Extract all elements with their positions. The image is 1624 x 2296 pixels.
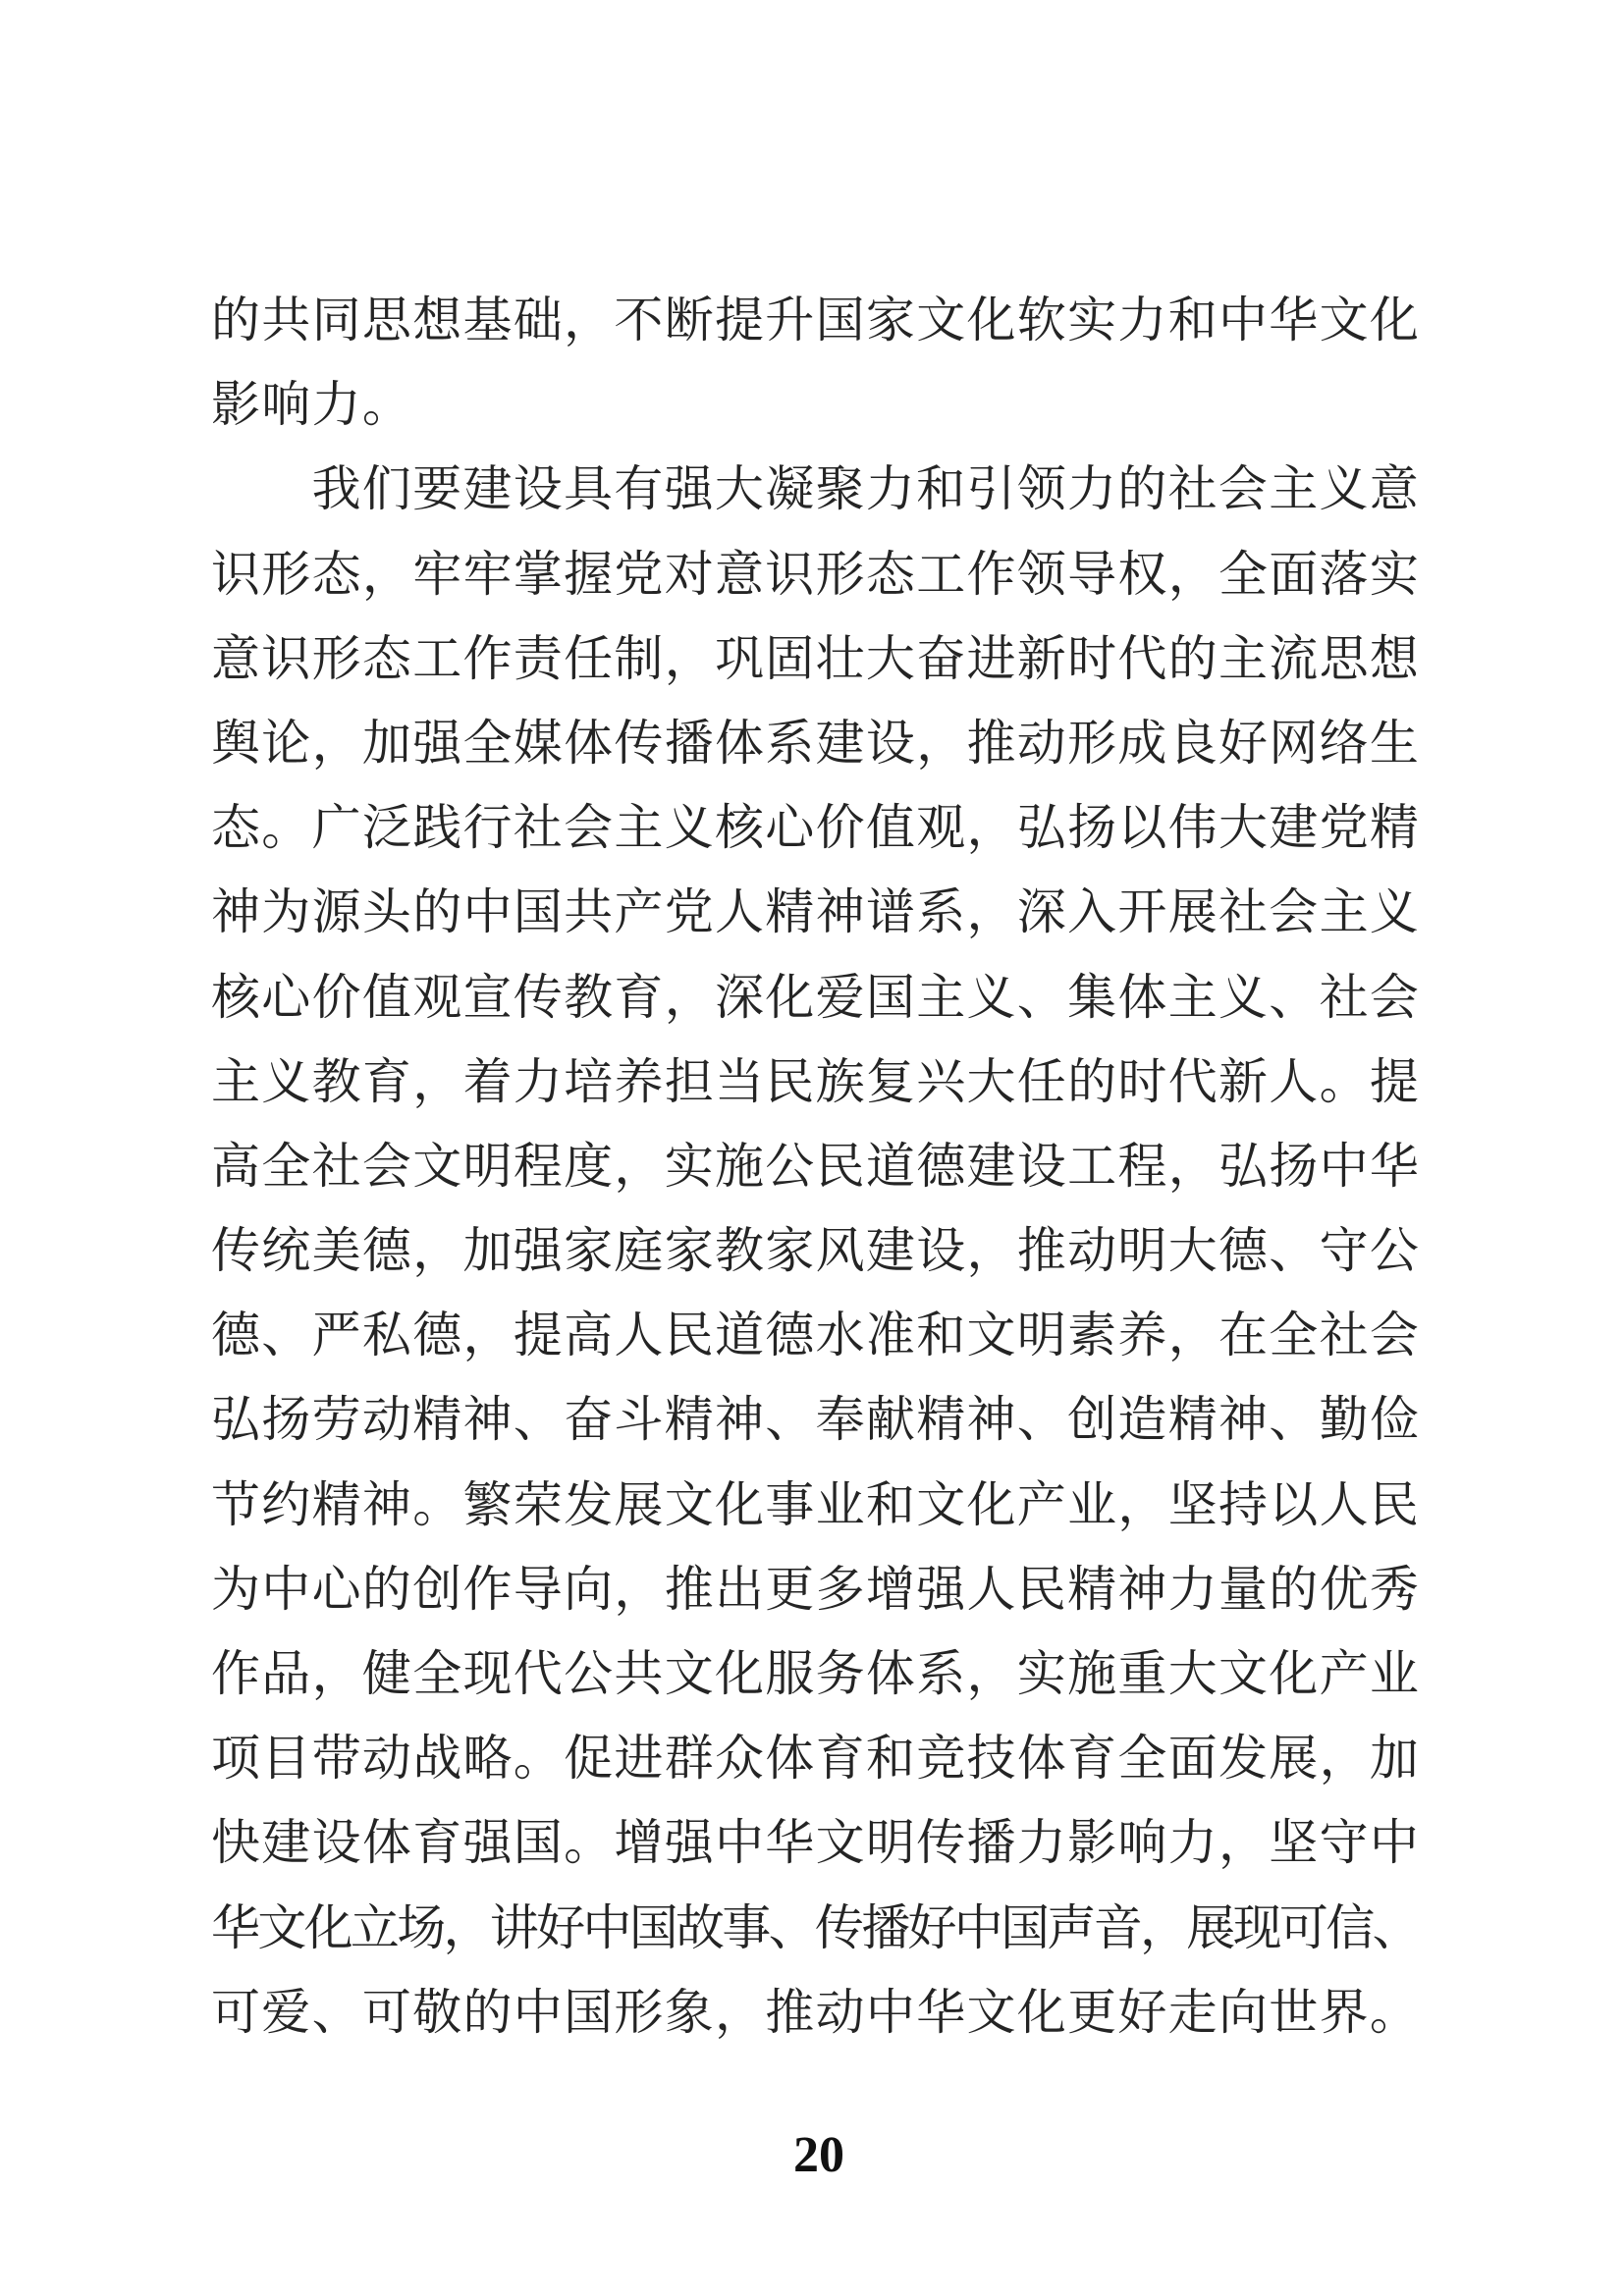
text-line: 节约精神。繁荣发展文化事业和文化产业，坚持以人民 — [211, 1476, 1421, 1532]
text-line: 意识形态工作责任制，巩固壮大奋进新时代的主流思想 — [211, 630, 1421, 686]
text-line: 识形态，牢牢掌握党对意识形态工作领导权，全面落实 — [211, 546, 1421, 602]
text-line: 我们要建设具有强大凝聚力和引领力的社会主义意 — [311, 461, 1421, 517]
text-line: 核心价值观宣传教育，深化爱国主义、集体主义、社会 — [211, 969, 1421, 1025]
text-line: 作品，健全现代公共文化服务体系，实施重大文化产业 — [211, 1646, 1421, 1701]
text-line: 影响力。 — [211, 377, 413, 433]
text-line: 项目带动战略。促进群众体育和竞技体育全面发展，加 — [211, 1731, 1421, 1787]
text-line: 可爱、可敬的中国形象，推动中华文化更好走向世界。 — [211, 1984, 1421, 2040]
body-text — [211, 278, 1424, 2055]
text-line: 的共同思想基础，不断提升国家文化软实力和中华文化 — [211, 293, 1421, 347]
text-line: 主义教育，着力培养担当民族复兴大任的时代新人。提 — [211, 1053, 1421, 1109]
text-line: 弘扬劳动精神、奋斗精神、奉献精神、创造精神、勤俭 — [211, 1392, 1421, 1448]
text-line: 为中心的创作导向，推出更多增强人民精神力量的优秀 — [211, 1561, 1421, 1617]
text-line: 德、严私德，提高人民道德水准和文明素养，在全社会 — [211, 1308, 1421, 1363]
text-line: 传统美德，加强家庭家教家风建设，推动明大德、守公 — [211, 1223, 1421, 1279]
text-line: 态。广泛践行社会主义核心价值观，弘扬以伟大建党精 — [211, 800, 1421, 856]
text-line: 神为源头的中国共产党人精神谱系，深入开展社会主义 — [211, 884, 1421, 940]
page-number: 20 — [793, 2127, 844, 2183]
text-line: 高全社会文明程度，实施公民道德建设工程，弘扬中华 — [211, 1138, 1421, 1194]
text-line: 快建设体育强国。增强中华文明传播力影响力，坚守中 — [211, 1815, 1421, 1871]
text-line: 华文化立场，讲好中国故事、传播好中国声音，展现可信、 — [211, 1899, 1419, 1955]
text-line: 舆论，加强全媒体传播体系建设，推动形成良好网络生 — [211, 715, 1421, 771]
